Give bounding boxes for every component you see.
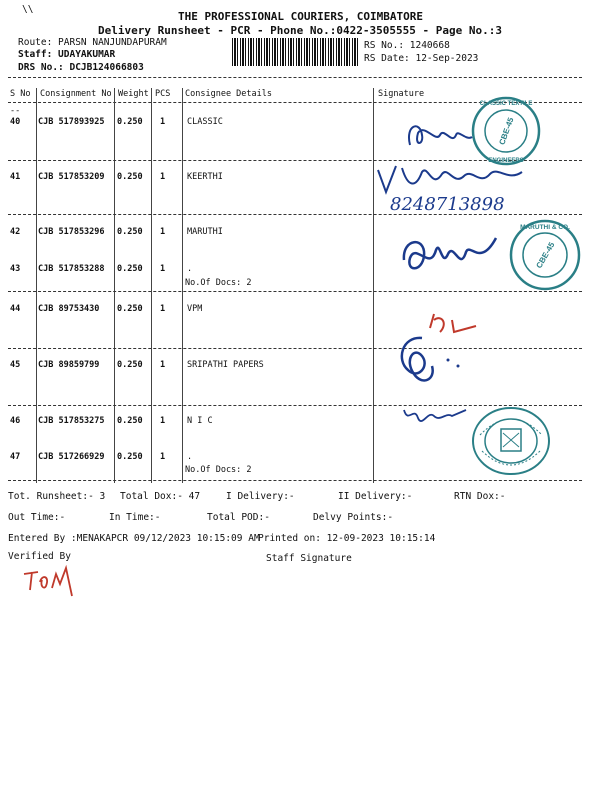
pcs-cell: 1 <box>160 304 166 314</box>
stamp-center-text: CBE-45 <box>534 240 557 270</box>
maruthi-signature <box>396 232 506 280</box>
divider <box>8 480 582 481</box>
staff-signature: Staff Signature <box>266 553 352 564</box>
pcs-cell: 1 <box>160 264 166 274</box>
consignee-cell: N I C <box>187 416 213 426</box>
weight-cell: 0.250 <box>117 227 143 237</box>
consignment-cell: CJB 517266929 <box>38 452 105 462</box>
sno-cell: 46 <box>10 416 21 426</box>
route-label: Route: PARSN NANJUNDAPURAM <box>18 37 167 48</box>
corner-mark: \\ <box>22 4 34 15</box>
runsheet-title: Delivery Runsheet - PCR - Phone No.:0422-3505555 - Page No.:3 <box>98 24 502 37</box>
consignee-cell: CLASSIC <box>187 117 223 127</box>
divider <box>8 77 582 78</box>
entered-by: Entered By :MENAKAPCR 09/12/2023 10:15:09 AM <box>8 533 260 544</box>
pcs-cell: 1 <box>160 227 166 237</box>
total-dox: Total Dox:- 47 <box>120 491 201 502</box>
consignment-cell: CJB 89753430 <box>38 304 100 314</box>
classic-signature <box>400 115 480 155</box>
sno-cell: 44 <box>10 304 21 314</box>
maruthi-stamp <box>508 218 582 292</box>
rs-date: RS Date: 12-Sep-2023 <box>364 53 479 64</box>
tot-runsheet: Tot. Runsheet:- 3 <box>8 491 106 502</box>
nic-signature <box>400 400 470 430</box>
sno-cell: 43 <box>10 264 21 274</box>
pcs-cell: 1 <box>160 117 166 127</box>
pcs-cell: 1 <box>160 452 166 462</box>
stamp-top-text: MARUTHI & CO. <box>520 224 570 231</box>
consignment-cell: CJB 517853275 <box>38 416 105 426</box>
consignment-cell: CJB 517853288 <box>38 264 105 274</box>
row-marker: -- <box>10 106 21 116</box>
sno-cell: 42 <box>10 227 21 237</box>
column-line <box>182 88 183 483</box>
col-header-weight: Weight <box>118 89 149 99</box>
weight-cell: 0.250 <box>117 264 143 274</box>
printed-on: Printed on: 12-09-2023 10:15:14 <box>258 533 436 544</box>
column-line <box>373 88 374 483</box>
consignee-cell: . <box>187 452 193 462</box>
col-header-sno: S No <box>10 89 31 99</box>
weight-cell: 0.250 <box>117 360 143 370</box>
col-header-pcs: PCS <box>155 89 171 99</box>
stamp-top-text: CLASSIC TEXTILE <box>479 101 533 107</box>
out-time: Out Time:- <box>8 512 66 523</box>
stamp-bottom-text: ENGINEERS <box>488 158 524 164</box>
stamp-center-text: CBE-45 <box>497 116 516 147</box>
weight-cell: 0.250 <box>117 452 143 462</box>
col-header-signature: Signature <box>378 89 425 99</box>
weight-cell: 0.250 <box>117 117 143 127</box>
company-name: THE PROFESSIONAL COURIERS, COIMBATORE <box>178 10 424 23</box>
i-delivery: I Delivery:- <box>226 491 295 502</box>
in-time: In Time:- <box>109 512 161 523</box>
classic-stamp <box>470 95 542 167</box>
consignee-cell: . <box>187 264 193 274</box>
pcs-cell: 1 <box>160 416 166 426</box>
pcs-cell: 1 <box>160 172 166 182</box>
col-header-consignee: Consignee Details <box>185 89 272 99</box>
docs-count: No.Of Docs: 2 <box>185 278 252 288</box>
handwritten-phone: 8248713898 <box>390 194 505 215</box>
consignment-cell: CJB 89859799 <box>38 360 100 370</box>
consignment-cell: CJB 517853209 <box>38 172 105 182</box>
sripathi-signature <box>392 310 492 395</box>
weight-cell: 0.250 <box>117 304 143 314</box>
consignment-cell: CJB 517853296 <box>38 227 105 237</box>
rtn-dox: RTN Dox:- <box>454 491 506 502</box>
sno-cell: 47 <box>10 452 21 462</box>
docs-count: No.Of Docs: 2 <box>185 465 252 475</box>
consignee-cell: KEERTHI <box>187 172 223 182</box>
drs-label: DRS No.: DCJB124066803 <box>18 62 144 73</box>
sno-cell: 41 <box>10 172 21 182</box>
divider <box>8 291 582 292</box>
verified-by-signature <box>20 560 80 600</box>
column-line <box>151 88 152 483</box>
weight-cell: 0.250 <box>117 416 143 426</box>
delvy-points: Delvy Points:- <box>313 512 394 523</box>
barcode <box>232 38 358 66</box>
weight-cell: 0.250 <box>117 172 143 182</box>
column-line <box>36 88 37 483</box>
total-pod: Total POD:- <box>207 512 270 523</box>
sno-cell: 45 <box>10 360 21 370</box>
consignment-cell: CJB 517893925 <box>38 117 105 127</box>
rs-no: RS No.: 1240668 <box>364 40 450 51</box>
consignee-cell: MARUTHI <box>187 227 223 237</box>
keerthi-signature <box>372 158 562 218</box>
sno-cell: 40 <box>10 117 21 127</box>
verified-by: Verified By <box>8 551 71 562</box>
pcs-cell: 1 <box>160 360 166 370</box>
col-header-consignment: Consignment No <box>40 89 112 99</box>
column-line <box>114 88 115 483</box>
divider <box>8 348 582 349</box>
consignee-cell: SRIPATHI PAPERS <box>187 360 264 370</box>
ii-delivery: II Delivery:- <box>338 491 413 502</box>
government-seal-stamp <box>470 405 552 477</box>
staff-label: Staff: UDAYAKUMAR <box>18 49 116 60</box>
consignee-cell: VPM <box>187 304 203 314</box>
